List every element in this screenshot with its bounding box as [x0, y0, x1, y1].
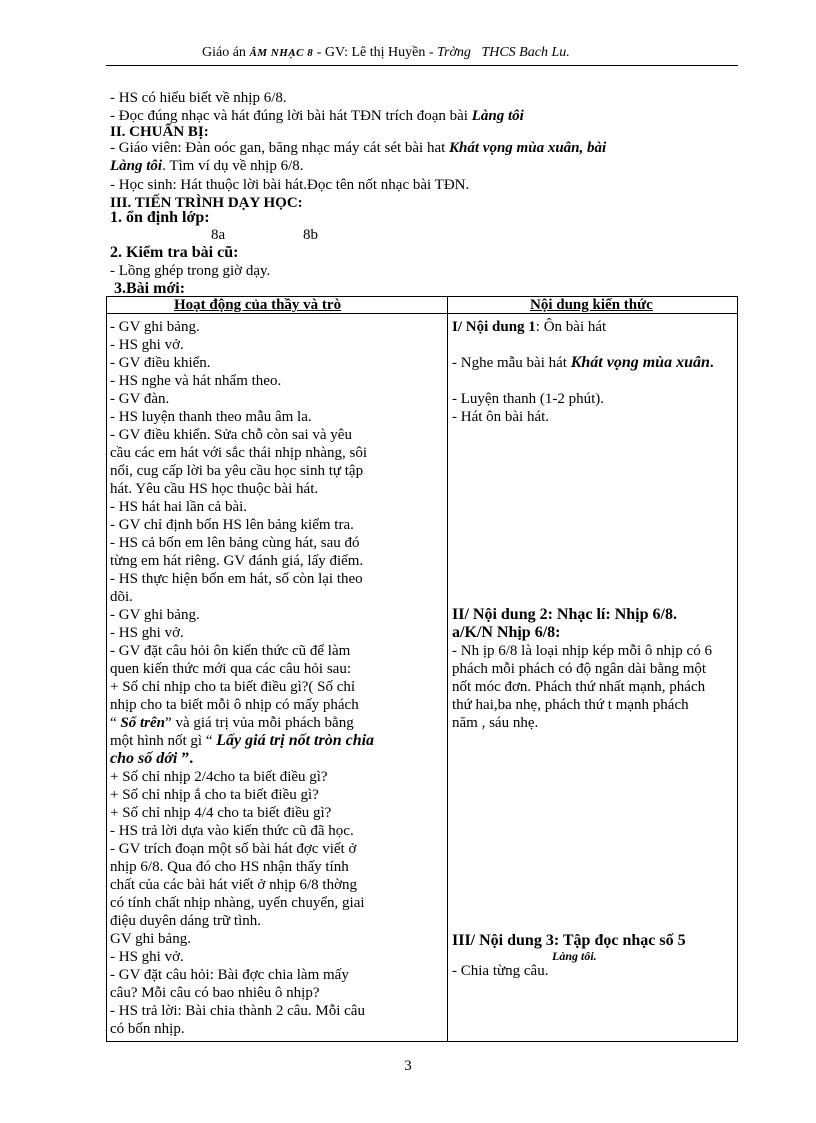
text-line: hát. Yêu cầu HS học thuộc bài hát.: [110, 481, 319, 497]
header-subject: ÂM NHẠC 8: [249, 47, 314, 59]
objective-2-song: Làng tôi: [471, 108, 524, 124]
table-column-divider: [447, 296, 448, 1042]
text-line: - HS trả lời dựa vào kiến thức cũ đã học.: [110, 823, 354, 839]
step-2: 2. Kiểm tra bài cũ:: [110, 244, 239, 261]
section-2-teacher: [110, 139, 606, 157]
content-1-listen-text: - Nghe mẫu bài hát: [452, 355, 571, 371]
step-1: 1. ổn định lớp:: [110, 209, 210, 226]
text-line: nhịp 6/8. Qua đó cho HS nhận thấy tính: [110, 859, 349, 875]
activities-lines-1: [110, 318, 444, 714]
section-3-title: III. TIẾN TRÌNH DẠY HỌC:: [110, 195, 303, 211]
content-1-warmup: - Luyện thanh (1-2 phút).: [452, 391, 605, 407]
text-line: có bốn nhịp.: [110, 1021, 185, 1037]
text-line: + Số chỉ nhịp cho ta biết điều gì?( Số chỉ: [110, 679, 356, 695]
content-3-title-rest: : Tập đọc nhạc số 5: [553, 932, 686, 949]
text-line: + Số chỉ nhịp 2/4cho ta biết điều gì?: [110, 769, 328, 785]
teacher-prep-song2: Làng tôi: [110, 158, 163, 174]
text-line: + Số chỉ nhịp ắ cho ta biết điều gì?: [110, 787, 319, 803]
step-3: 3.Bài mới:: [114, 280, 186, 297]
text-line: - GV điều khiển. Sửa chỗ còn sai và yêu: [110, 427, 352, 443]
text-line: - HS cả bốn em lên bảng cùng hát, sau đó: [110, 535, 360, 551]
text-line: nổi, cug cấp lời ba yêu cầu học sinh tự tập: [110, 463, 364, 479]
section-2-title: II. CHUẨN BỊ:: [110, 124, 209, 140]
page-number: 3: [404, 1058, 412, 1074]
text-line: - GV điều khiển.: [110, 355, 211, 371]
text-line: - HS luyện thanh theo mẫu âm la.: [110, 409, 312, 425]
class-8b: 8b: [303, 227, 318, 243]
text-line: thứ hai,ba nhẹ, phách thứ t mạnh phách: [452, 697, 689, 713]
text-line: - HS nghe và hát nhẩm theo.: [110, 373, 282, 389]
objective-1: - HS có hiểu biết về nhịp 6/8.: [110, 90, 287, 106]
section-2-teacher-cont: [110, 157, 303, 175]
content-1-listen-song: Khát vọng mùa xuân: [570, 354, 710, 371]
text-line: - HS ghi vở.: [110, 337, 184, 353]
text-line: cầu các em hát với sắc thái nhịp nhàng, sôi: [110, 445, 368, 461]
text-line: nốt móc đơn. Phách thứ nhất mạnh, phách: [452, 679, 706, 695]
teacher-prep-rest: . Tìm ví dụ về nhịp 6/8.: [162, 158, 304, 174]
content-2-lines: [452, 642, 736, 732]
header-school-label: Trờng: [437, 45, 471, 60]
content-2-title: II/ Nội dung 2: Nhạc lí: Nhịp 6/8.: [452, 606, 677, 623]
quote1-open: “: [110, 715, 121, 731]
text-line: - HS trả lời: Bài chia thành 2 câu. Mỗi câu: [110, 1003, 365, 1019]
text-line: câu? Mỗi câu có bao nhiêu ô nhịp?: [110, 985, 320, 1001]
text-line: - HS ghi vở.: [110, 625, 184, 641]
activity-line-quote2: [110, 732, 444, 750]
text-line: - GV đặt câu hỏi: Bài đợc chia làm mấy: [110, 967, 349, 983]
header-text: [202, 45, 570, 61]
text-line: chất của các bài hát viết ở nhịp 6/8 thờng: [110, 877, 358, 893]
section-2-student: - Học sinh: Hát thuộc lời bài hát.Đọc tên nốt nhạc bài TĐN.: [110, 177, 470, 193]
text-line: từng em hát riêng. GV đánh giá, lấy điểm.: [110, 553, 364, 569]
text-line: - Nh ịp 6/8 là loại nhịp kép mỗi ô nhịp có 6: [452, 643, 712, 659]
content-3-song: Làng tôi.: [552, 949, 597, 963]
text-line: - GV chỉ định bốn HS lên bảng kiểm tra.: [110, 517, 354, 533]
activity-line-quote1: [110, 714, 444, 732]
text-line: - GV đàn.: [110, 391, 170, 407]
page-header: [106, 43, 738, 66]
quote2-bold: Lấy giá trị nốt tròn chia: [216, 732, 375, 749]
text-line: - HS thực hiện bốn em hát, số còn lại theo: [110, 571, 363, 587]
quote3-end: ”.: [177, 750, 194, 767]
quote1-bold: Số trên: [120, 715, 166, 731]
teacher-prep-text: - Giáo viên: Đàn oóc gan, băng nhạc máy cát sét bài hat: [110, 140, 450, 156]
content-1-listen: [452, 354, 736, 372]
activities-lines-2: [110, 768, 444, 1038]
header-prefix: Giáo án: [202, 45, 246, 60]
content-1-title-bold: I/ Nội dung 1: [452, 319, 536, 335]
column-header-content: Nội dung kiến thức: [530, 297, 653, 313]
text-line: phách mỗi phách có độ ngân dài bằng một: [452, 661, 707, 677]
content-3-title-bold: III/ Nội dung 3: [452, 932, 554, 949]
text-line: GV ghi bảng.: [110, 931, 191, 947]
text-line: quen kiến thức mới qua các câu hỏi sau:: [110, 661, 351, 677]
class-8a: 8a: [211, 227, 226, 243]
content-section-1: [452, 318, 736, 426]
quote1-rest: ” và giá trị vủa mỗi phách bằng: [165, 715, 354, 731]
text-line: + Số chỉ nhịp 4/4 cho ta biết điều gì?: [110, 805, 332, 821]
text-line: dõi.: [110, 589, 133, 605]
text-line: năm , sáu nhẹ.: [452, 715, 539, 731]
text-line: - HS hát hai lần cả bài.: [110, 499, 248, 515]
step-2-text: - Lồng ghép trong giờ dạy.: [110, 263, 271, 279]
content-3-line: - Chia từng câu.: [452, 963, 549, 979]
teacher-prep-songs: Khát vọng mùa xuân, bài: [449, 140, 607, 156]
quote3-bold: cho số dới: [110, 750, 178, 767]
text-line: có tính chất nhịp nhàng, uyển chuyển, giai: [110, 895, 365, 911]
content-section-3: [452, 932, 736, 980]
content-1-listen-end: .: [709, 355, 714, 371]
text-line: nhịp cho ta biết mỗi ô nhịp có mấy phách: [110, 697, 359, 713]
text-line: - GV ghi bảng.: [110, 607, 200, 623]
header-teacher: - GV: Lê thị Huyền -: [313, 45, 437, 60]
text-line: - HS ghi vở.: [110, 949, 184, 965]
content-1-title-rest: : Ôn bài hát: [535, 319, 607, 335]
text-line: - GV đặt câu hỏi ôn kiến thức cũ để làm: [110, 643, 351, 659]
content-1-title: [452, 318, 736, 336]
text-line: điệu duyên dáng trữ tình.: [110, 913, 262, 929]
activity-line-quote3: [110, 750, 444, 768]
content-3-title: [452, 932, 736, 950]
quote2-start: một hình nốt gì “: [110, 733, 217, 749]
header-school-name: THCS Bach Lu.: [481, 45, 570, 60]
column-header-activities: Hoạt động của thầy và trò: [174, 297, 342, 313]
text-line: - GV trích đoạn một số bài hát đợc viết ở: [110, 841, 357, 857]
text-line: - GV ghi bảng.: [110, 319, 200, 335]
objective-2-text: - Đọc đúng nhạc và hát đúng lời bài hát TĐN trích đoạn bài: [110, 108, 472, 124]
content-1-review: - Hát ôn bài hát.: [452, 409, 550, 425]
content-section-2: [452, 606, 736, 732]
activities-cell: [110, 318, 444, 1038]
content-2-subtitle: a/K/N Nhịp 6/8:: [452, 624, 561, 641]
